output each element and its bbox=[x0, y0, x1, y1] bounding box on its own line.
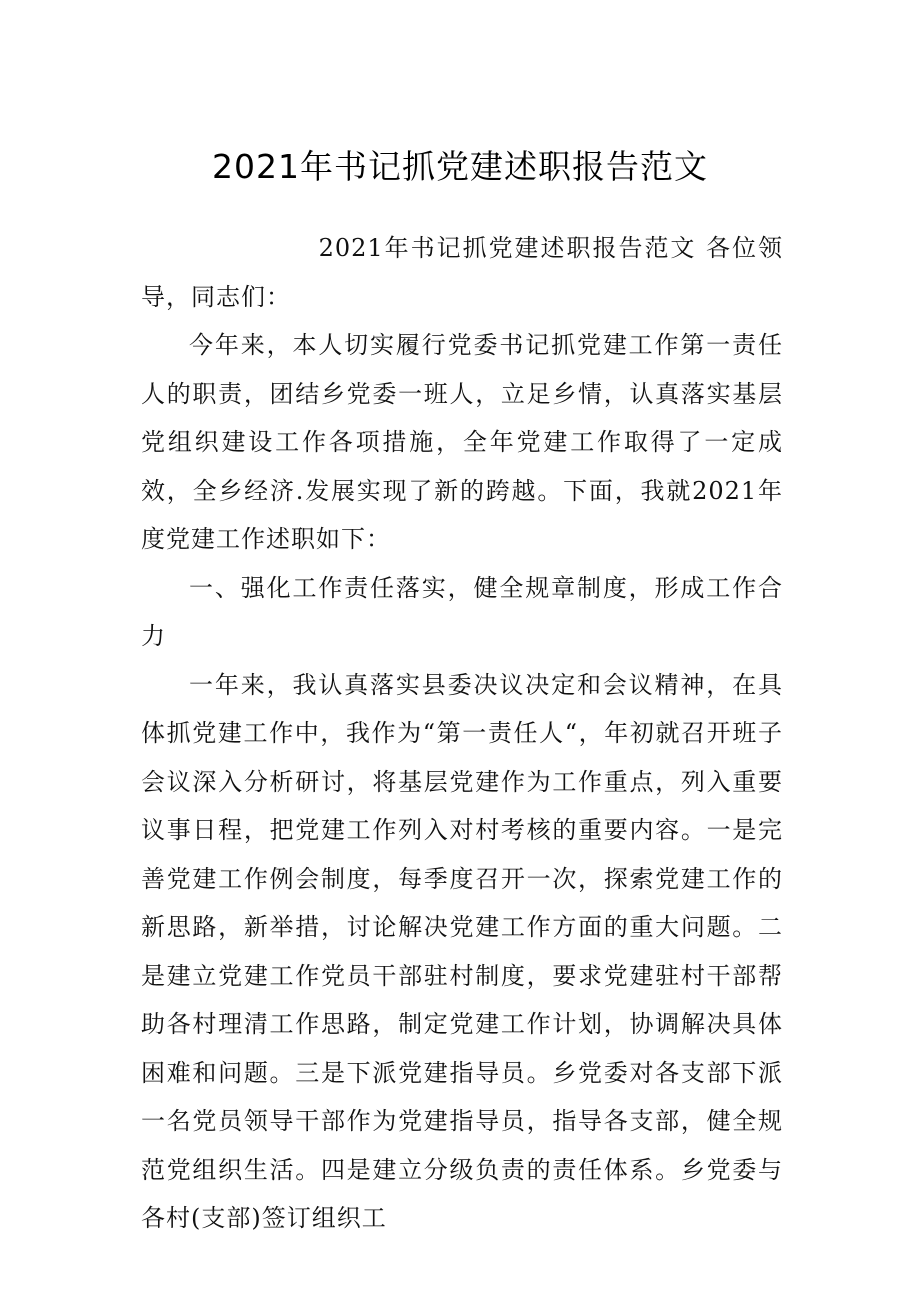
section-heading-1: 一、强化工作责任落实，健全规章制度，形成工作合力 bbox=[141, 573, 783, 650]
paragraph-greeting: 2021年书记抓党建述职报告范文 各位领导，同志们： bbox=[141, 234, 783, 311]
paragraph-section-1-body: 一年来，我认真落实县委决议决定和会议精神，在具体抓党建工作中，我作为“第一责任人“，年初就召开班子会议深入分析研讨，将基层党建作为工作重点，列入重要议事日程，把党建工作列入对村考核的重要内容。一是完善党建工作例会制度，每季度召开一次，探索党建工作的新思路，新举措，讨论解决党建工作方面的重大问题。二是建立党建工作党员干部驻村制度，要求党建驻村干部帮助各村理清工作思路，制定党建工作计划，协调解决具体困难和问题。三是下派党建指导员。乡党委对各支部下派一名党员领导干部作为党建指导员，指导各支部，健全规范党组织生活。四是建立分级负责的责任体系。乡党委与各村(支部)签订组织工 bbox=[141, 670, 783, 1232]
document-title: 2021年书记抓党建述职报告范文 bbox=[212, 147, 708, 186]
document-body bbox=[141, 224, 783, 1243]
paragraph-introduction: 今年来，本人切实履行党委书记抓党建工作第一责任人的职责，团结乡党委一班人，立足乡情，认真落实基层党组织建设工作各项措施，全年党建工作取得了一定成效，全乡经济.发展实现了新的跨越。下面，我就2021年度党建工作述职如下： bbox=[141, 331, 783, 553]
